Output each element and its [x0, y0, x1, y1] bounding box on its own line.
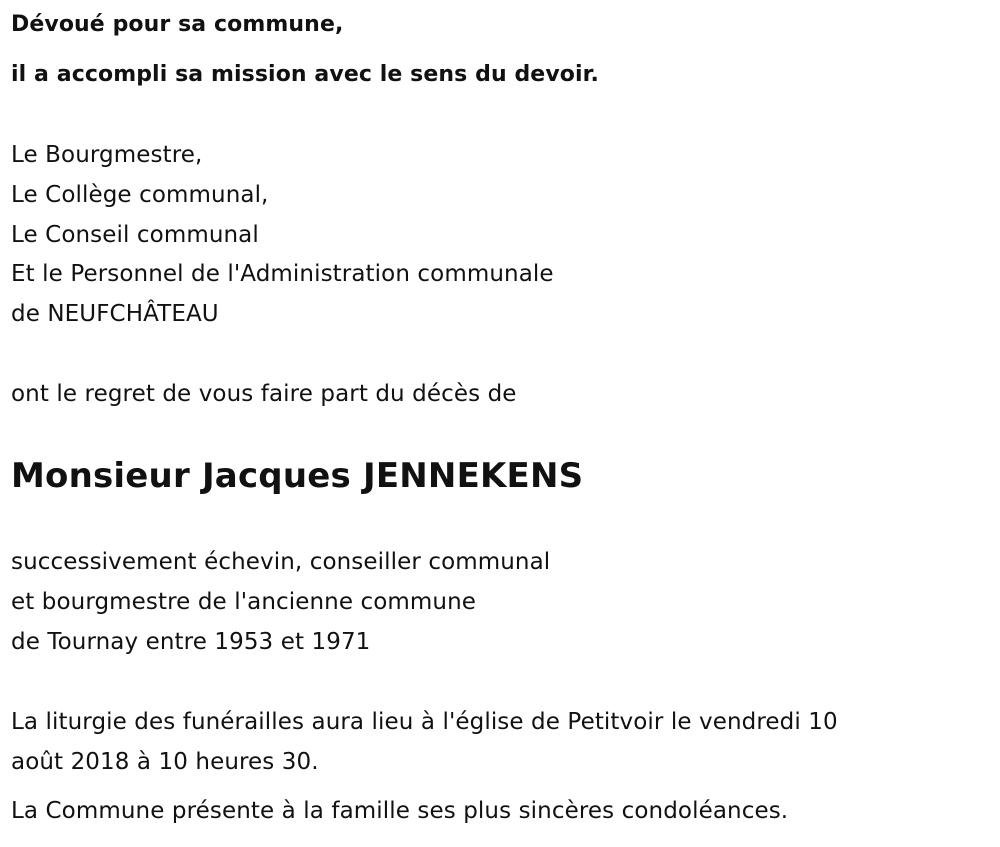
sender-bourgmestre: Le Bourgmestre,: [11, 142, 203, 168]
announcement-text: ont le regret de vous faire part du décès de: [11, 381, 517, 407]
tagline-line-2: il a accompli sa mission avec le sens du devoir.: [11, 62, 599, 87]
sender-college: Le Collège communal,: [11, 182, 269, 208]
funeral-line-2: août 2018 à 10 heures 30.: [11, 749, 319, 775]
career-line-1: successivement échevin, conseiller communal: [11, 549, 551, 575]
funeral-line-1: La liturgie des funérailles aura lieu à l'église de Petitvoir le vendredi 10: [11, 709, 838, 735]
deceased-name: Monsieur Jacques JENNEKENS: [11, 456, 584, 496]
tagline-line-1: Dévoué pour sa commune,: [11, 12, 344, 37]
condolences-text: La Commune présente à la famille ses plus sincères condoléances.: [11, 798, 789, 824]
sender-personnel: Et le Personnel de l'Administration communale: [11, 261, 554, 287]
career-line-2: et bourgmestre de l'ancienne commune: [11, 589, 477, 615]
sender-commune: de NEUFCHÂTEAU: [11, 301, 219, 327]
sender-conseil: Le Conseil communal: [11, 222, 259, 248]
career-line-3: de Tournay entre 1953 et 1971: [11, 629, 371, 655]
